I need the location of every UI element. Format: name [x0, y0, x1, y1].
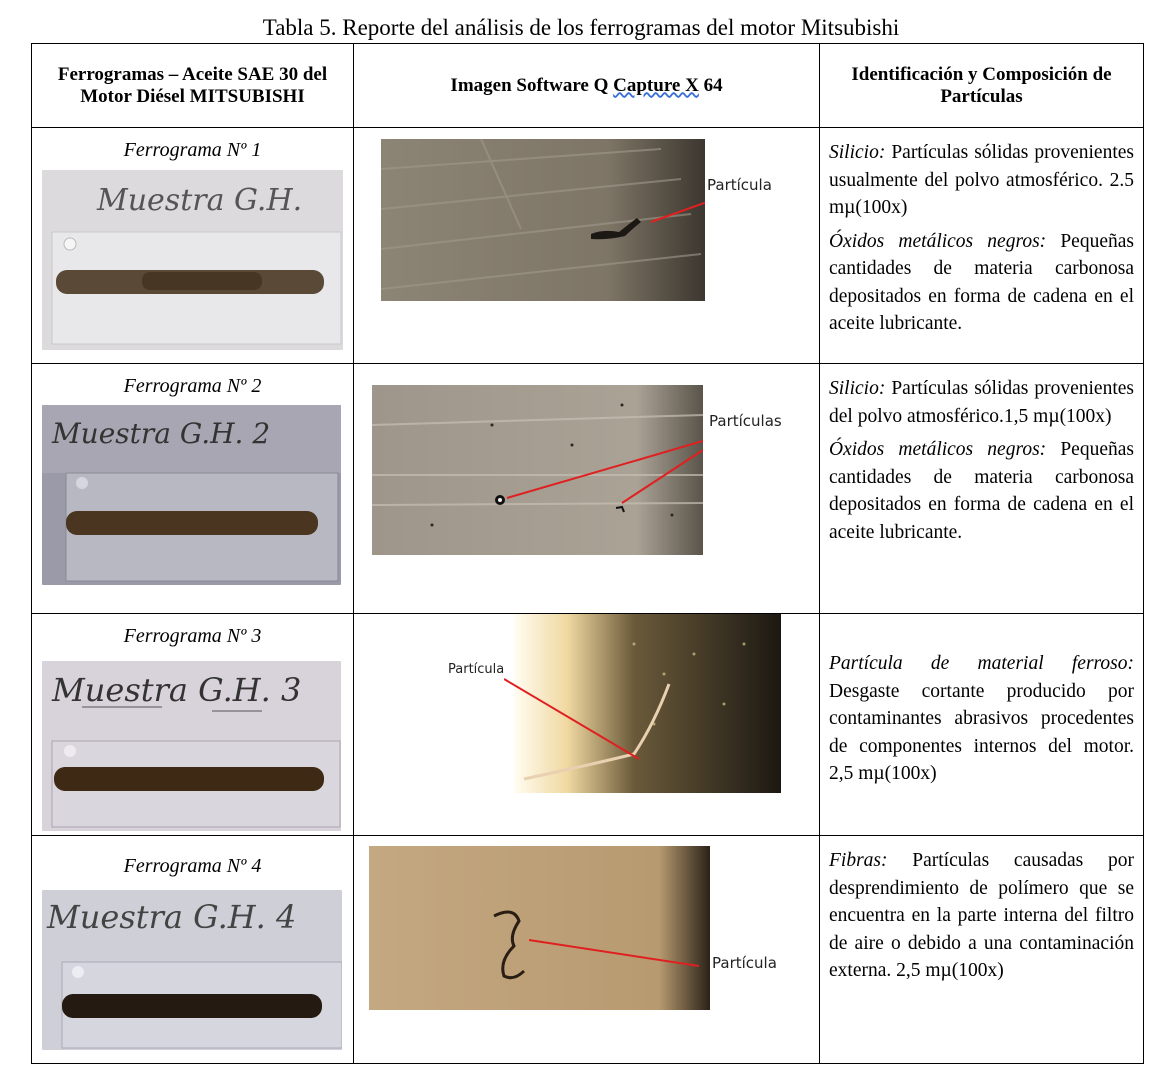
micro-cell-2 [354, 364, 820, 614]
header-identificacion: Identificación y Composición de Partículas [820, 44, 1144, 128]
micrograph-image [369, 846, 710, 1010]
description-term: Óxidos metálicos negros: [829, 230, 1047, 252]
micrograph-image [381, 139, 705, 301]
description-cell-4 [820, 836, 1144, 1064]
ferrogram-label: Ferrograma Nº 1 [123, 139, 262, 161]
description-term: Partícula de material ferroso: [829, 653, 1134, 674]
micrograph-particle-label: Partícula [707, 176, 772, 194]
ferrogram-label: Ferrograma Nº 2 [123, 375, 262, 397]
sample-slide-photo [42, 170, 343, 350]
description-term: Fibras: [829, 850, 888, 871]
table-row [32, 836, 1144, 1064]
sample-slide-photo [42, 405, 341, 585]
header-imagen-prefix: Imagen Software Q [450, 74, 614, 96]
handwriting-text: Muestra G.H. 2 [52, 417, 271, 450]
description-paragraph [829, 847, 1134, 985]
sample-slide-photo [42, 661, 341, 831]
description-text: Partículas sólidas provenientes usualmente del polvo atmosférico. 2.5 mµ(100x) [829, 142, 1134, 218]
micro-cell-3 [354, 614, 820, 836]
header-row [32, 44, 1144, 128]
description-text: Desgaste cortante producido por contaminantes abrasivos procedentes de componentes internos del motor. 2,5 mµ(100x) [829, 680, 1134, 784]
ferrogram-cell-2 [32, 364, 354, 614]
header-imagen-suffix: 64 [698, 74, 723, 96]
header-imagen-underlined: Capture X [613, 74, 699, 96]
table-row [32, 364, 1144, 614]
description-paragraph [829, 228, 1134, 338]
ferrogram-cell-4 [32, 836, 354, 1064]
description-text: Partículas sólidas provenientes del polvo atmosférico.1,5 mµ(100x) [829, 378, 1134, 427]
sample-slide-photo [42, 890, 342, 1050]
header-ferrogramas: Ferrogramas – Aceite SAE 30 del Motor Diésel MITSUBISHI [32, 44, 354, 128]
micrograph-particle-label: Partícula [448, 662, 505, 677]
description-cell-3 [820, 614, 1144, 836]
description-paragraph [829, 139, 1134, 222]
description-paragraph [829, 375, 1134, 430]
description-paragraph [829, 650, 1134, 788]
handwriting-text: Muestra G.H. 3 [52, 671, 302, 709]
ferrogram-report-table [31, 43, 1144, 1064]
description-text: Pequeñas cantidades de materia carbonosa depositados en forma de cadena en el aceite lubricante. [829, 439, 1134, 543]
micro-cell-4 [354, 836, 820, 1064]
handwriting-text: Muestra G.H. [97, 183, 303, 218]
ferrogram-label: Ferrograma Nº 4 [123, 855, 262, 877]
micro-cell-1 [354, 128, 820, 364]
table-title: Tabla 5. Reporte del análisis de los ferrogramas del motor Mitsubishi [262, 15, 900, 40]
description-term: Silicio: [829, 142, 886, 163]
description-cell-2 [820, 364, 1144, 614]
annotation-arrow [504, 674, 654, 774]
handwriting-text: Muestra G.H. 4 [47, 898, 297, 936]
micrograph-image [372, 385, 703, 555]
description-term: Óxidos metálicos negros: [829, 439, 1047, 460]
description-text: Pequeñas cantidades de materia carbonosa depositados en forma de cadena en el aceite lubricante. [829, 230, 1134, 334]
header-imagen-software [354, 44, 820, 128]
micrograph-particles-label: Partículas [709, 412, 782, 430]
ferrogram-cell-1 [32, 128, 354, 364]
description-cell-1 [820, 128, 1144, 364]
description-paragraph [829, 436, 1134, 546]
description-term: Silicio: [829, 378, 886, 399]
description-text: Partículas causadas por desprendimiento de polímero que se encuentra en la parte interna del filtro de aire o debido a una contaminación externa. 2,5 mµ(100x) [829, 850, 1134, 981]
ferrogram-label: Ferrograma Nº 3 [123, 625, 262, 647]
micrograph-particle-label: Partícula [712, 954, 777, 972]
table-row [32, 614, 1144, 836]
table-row [32, 128, 1144, 364]
ferrogram-cell-3 [32, 614, 354, 836]
